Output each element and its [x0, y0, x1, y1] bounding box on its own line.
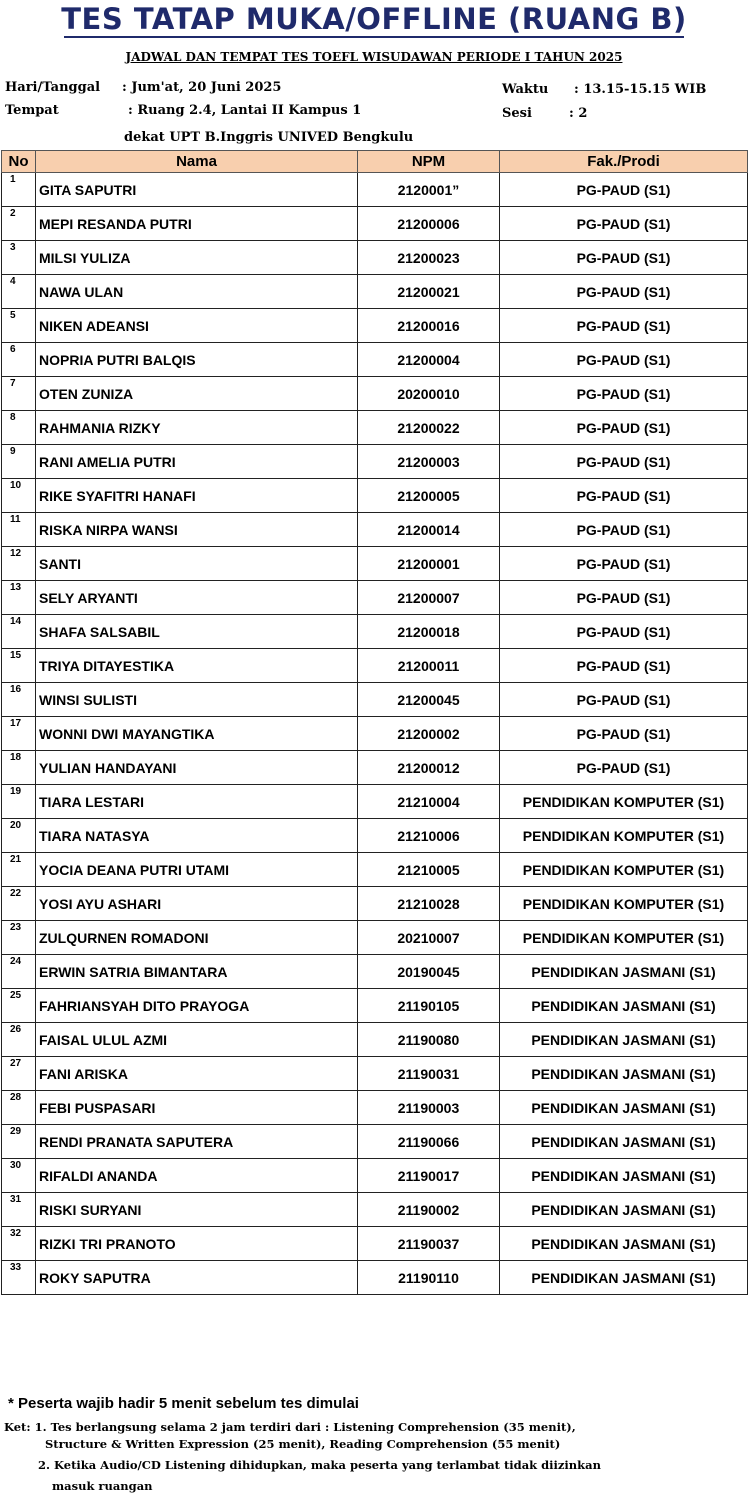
attendance-note: * Peserta wajib hadir 5 menit sebelum tes dimulai [8, 1395, 359, 1412]
student-prodi: PENDIDIKAN JASMANI (S1) [500, 1261, 748, 1295]
table-row [2, 479, 748, 513]
row-number: 23 [2, 921, 36, 955]
student-name: FAISAL ULUL AZMI [36, 1023, 358, 1057]
table-row [2, 445, 748, 479]
row-number: 5 [2, 309, 36, 343]
student-npm: 21200007 [358, 581, 500, 615]
student-npm: 20210007 [358, 921, 500, 955]
table-row [2, 207, 748, 241]
student-name: NOPRIA PUTRI BALQIS [36, 343, 358, 377]
student-name: RENDI PRANATA SAPUTERA [36, 1125, 358, 1159]
row-number: 1 [2, 173, 36, 207]
table-row [2, 377, 748, 411]
table-row [2, 819, 748, 853]
table-row [2, 1193, 748, 1227]
student-name: SELY ARYANTI [36, 581, 358, 615]
table-row [2, 241, 748, 275]
student-npm: 21200023 [358, 241, 500, 275]
student-prodi: PENDIDIKAN JASMANI (S1) [500, 1057, 748, 1091]
table-row [2, 173, 748, 207]
student-name: RIZKI TRI PRANOTO [36, 1227, 358, 1261]
table-row [2, 1057, 748, 1091]
student-name: YOCIA DEANA PUTRI UTAMI [36, 853, 358, 887]
student-npm: 21200004 [358, 343, 500, 377]
row-number: 9 [2, 445, 36, 479]
student-prodi: PG-PAUD (S1) [500, 581, 748, 615]
table-row [2, 1091, 748, 1125]
table-row [2, 853, 748, 887]
student-name: TRIYA DITAYESTIKA [36, 649, 358, 683]
student-prodi: PG-PAUD (S1) [500, 207, 748, 241]
student-prodi: PENDIDIKAN JASMANI (S1) [500, 955, 748, 989]
row-number: 31 [2, 1193, 36, 1227]
table-row [2, 785, 748, 819]
row-number: 10 [2, 479, 36, 513]
student-prodi: PENDIDIKAN JASMANI (S1) [500, 1125, 748, 1159]
row-number: 3 [2, 241, 36, 275]
note-2-line1: 2. Ketika Audio/CD Listening dihidupkan, maka peserta yang terlambat tidak diizinkan [38, 1458, 601, 1472]
student-npm: 20200010 [358, 377, 500, 411]
student-prodi: PG-PAUD (S1) [500, 513, 748, 547]
day-label: Hari/Tanggal [5, 80, 101, 95]
row-number: 6 [2, 343, 36, 377]
student-npm: 21200045 [358, 683, 500, 717]
student-name: WINSI SULISTI [36, 683, 358, 717]
table-row [2, 717, 748, 751]
page-title: TES TATAP MUKA/OFFLINE (RUANG B) [61, 2, 687, 36]
student-npm: 21210006 [358, 819, 500, 853]
table-row [2, 921, 748, 955]
student-name: WONNI DWI MAYANGTIKA [36, 717, 358, 751]
student-name: TIARA NATASYA [36, 819, 358, 853]
row-number: 26 [2, 1023, 36, 1057]
student-npm: 21190110 [358, 1261, 500, 1295]
student-name: MILSI YULIZA [36, 241, 358, 275]
student-npm: 20190045 [358, 955, 500, 989]
table-row [2, 1159, 748, 1193]
participant-table [1, 150, 748, 1295]
student-name: GITA SAPUTRI [36, 173, 358, 207]
row-number: 28 [2, 1091, 36, 1125]
row-number: 12 [2, 547, 36, 581]
student-prodi: PG-PAUD (S1) [500, 547, 748, 581]
row-number: 27 [2, 1057, 36, 1091]
title-underline [64, 36, 684, 38]
row-number: 19 [2, 785, 36, 819]
row-number: 11 [2, 513, 36, 547]
table-row [2, 683, 748, 717]
student-prodi: PG-PAUD (S1) [500, 309, 748, 343]
header-no: No [2, 151, 36, 173]
table-row [2, 411, 748, 445]
student-name: ROKY SAPUTRA [36, 1261, 358, 1295]
student-prodi: PENDIDIKAN JASMANI (S1) [500, 989, 748, 1023]
student-npm: 21200012 [358, 751, 500, 785]
student-npm: 21210004 [358, 785, 500, 819]
table-row [2, 649, 748, 683]
time-label: Waktu [502, 82, 549, 97]
student-prodi: PG-PAUD (S1) [500, 751, 748, 785]
student-prodi: PENDIDIKAN KOMPUTER (S1) [500, 887, 748, 921]
student-prodi: PENDIDIKAN JASMANI (S1) [500, 1227, 748, 1261]
student-npm: 21190031 [358, 1057, 500, 1091]
student-npm: 21210005 [358, 853, 500, 887]
note-1-line1: Ket: 1. Tes berlangsung selama 2 jam terdiri dari : Listening Comprehension (35 menit), [4, 1420, 576, 1434]
table-row [2, 309, 748, 343]
row-number: 24 [2, 955, 36, 989]
row-number: 18 [2, 751, 36, 785]
time-value: : 13.15-15.15 WIB [574, 82, 707, 97]
student-prodi: PG-PAUD (S1) [500, 377, 748, 411]
place-value: : Ruang 2.4, Lantai II Kampus 1 [128, 103, 362, 118]
student-npm: 21200018 [358, 615, 500, 649]
student-prodi: PENDIDIKAN JASMANI (S1) [500, 1159, 748, 1193]
student-prodi: PENDIDIKAN JASMANI (S1) [500, 1193, 748, 1227]
student-npm: 21200006 [358, 207, 500, 241]
note-1-line2: Structure & Written Expression (25 menit), Reading Comprehension (55 menit) [45, 1437, 561, 1451]
student-prodi: PG-PAUD (S1) [500, 649, 748, 683]
day-value: : Jum'at, 20 Juni 2025 [122, 80, 282, 95]
student-prodi: PENDIDIKAN JASMANI (S1) [500, 1091, 748, 1125]
student-name: RIKE SYAFITRI HANAFI [36, 479, 358, 513]
student-name: MEPI RESANDA PUTRI [36, 207, 358, 241]
student-name: YOSI AYU ASHARI [36, 887, 358, 921]
student-name: FAHRIANSYAH DITO PRAYOGA [36, 989, 358, 1023]
row-number: 16 [2, 683, 36, 717]
student-name: RISKI SURYANI [36, 1193, 358, 1227]
note-2-line2: masuk ruangan [52, 1479, 153, 1493]
table-row [2, 1227, 748, 1261]
row-number: 14 [2, 615, 36, 649]
table-row [2, 955, 748, 989]
student-name: SANTI [36, 547, 358, 581]
table-row [2, 547, 748, 581]
page-subtitle: JADWAL DAN TEMPAT TES TOEFL WISUDAWAN PERIODE I TAHUN 2025 [125, 50, 623, 64]
student-prodi: PG-PAUD (S1) [500, 717, 748, 751]
student-prodi: PENDIDIKAN KOMPUTER (S1) [500, 819, 748, 853]
student-prodi: PG-PAUD (S1) [500, 411, 748, 445]
student-prodi: PG-PAUD (S1) [500, 173, 748, 207]
row-number: 20 [2, 819, 36, 853]
student-prodi: PENDIDIKAN KOMPUTER (S1) [500, 853, 748, 887]
student-name: RAHMANIA RIZKY [36, 411, 358, 445]
row-number: 22 [2, 887, 36, 921]
student-npm: 21190017 [358, 1159, 500, 1193]
student-npm: 21190037 [358, 1227, 500, 1261]
student-name: NAWA ULAN [36, 275, 358, 309]
row-number: 15 [2, 649, 36, 683]
student-npm: 21200021 [358, 275, 500, 309]
table-header-row [2, 151, 748, 173]
row-number: 17 [2, 717, 36, 751]
student-prodi: PENDIDIKAN KOMPUTER (S1) [500, 921, 748, 955]
student-name: FANI ARISKA [36, 1057, 358, 1091]
student-prodi: PG-PAUD (S1) [500, 683, 748, 717]
table-row [2, 1261, 748, 1295]
student-npm: 21200011 [358, 649, 500, 683]
student-name: RISKA NIRPA WANSI [36, 513, 358, 547]
header-nama: Nama [36, 151, 358, 173]
student-prodi: PG-PAUD (S1) [500, 445, 748, 479]
student-name: SHAFA SALSABIL [36, 615, 358, 649]
student-prodi: PG-PAUD (S1) [500, 241, 748, 275]
row-number: 32 [2, 1227, 36, 1261]
student-name: OTEN ZUNIZA [36, 377, 358, 411]
header-npm: NPM [358, 151, 500, 173]
student-npm: 21200003 [358, 445, 500, 479]
student-npm: 21200001 [358, 547, 500, 581]
session-label: Sesi [502, 106, 532, 121]
student-name: ZULQURNEN ROMADONI [36, 921, 358, 955]
student-npm: 21190003 [358, 1091, 500, 1125]
row-number: 2 [2, 207, 36, 241]
student-npm: 21190066 [358, 1125, 500, 1159]
student-name: TIARA LESTARI [36, 785, 358, 819]
table-row [2, 1023, 748, 1057]
row-number: 4 [2, 275, 36, 309]
table-row [2, 343, 748, 377]
row-number: 29 [2, 1125, 36, 1159]
place-value-line2: dekat UPT B.Inggris UNIVED Bengkulu [124, 130, 414, 145]
table-row [2, 1125, 748, 1159]
table-row [2, 751, 748, 785]
student-npm: 21190002 [358, 1193, 500, 1227]
student-npm: 21200016 [358, 309, 500, 343]
table-row [2, 513, 748, 547]
student-prodi: PENDIDIKAN KOMPUTER (S1) [500, 785, 748, 819]
student-prodi: PG-PAUD (S1) [500, 275, 748, 309]
student-name: YULIAN HANDAYANI [36, 751, 358, 785]
row-number: 30 [2, 1159, 36, 1193]
student-npm: 21200022 [358, 411, 500, 445]
student-name: ERWIN SATRIA BIMANTARA [36, 955, 358, 989]
student-name: RIFALDI ANANDA [36, 1159, 358, 1193]
student-name: NIKEN ADEANSI [36, 309, 358, 343]
student-name: FEBI PUSPASARI [36, 1091, 358, 1125]
table-row [2, 275, 748, 309]
place-label: Tempat [5, 103, 59, 118]
student-npm: 2120001” [358, 173, 500, 207]
row-number: 13 [2, 581, 36, 615]
table-row [2, 887, 748, 921]
row-number: 7 [2, 377, 36, 411]
student-prodi: PG-PAUD (S1) [500, 479, 748, 513]
student-npm: 21200014 [358, 513, 500, 547]
session-value: : 2 [569, 106, 588, 121]
student-prodi: PENDIDIKAN JASMANI (S1) [500, 1023, 748, 1057]
row-number: 33 [2, 1261, 36, 1295]
row-number: 21 [2, 853, 36, 887]
student-npm: 21190105 [358, 989, 500, 1023]
student-prodi: PG-PAUD (S1) [500, 615, 748, 649]
table-row [2, 989, 748, 1023]
header-prodi: Fak./Prodi [500, 151, 748, 173]
student-npm: 21190080 [358, 1023, 500, 1057]
row-number: 8 [2, 411, 36, 445]
student-prodi: PG-PAUD (S1) [500, 343, 748, 377]
student-npm: 21210028 [358, 887, 500, 921]
student-name: RANI AMELIA PUTRI [36, 445, 358, 479]
row-number: 25 [2, 989, 36, 1023]
table-row [2, 615, 748, 649]
student-npm: 21200005 [358, 479, 500, 513]
student-npm: 21200002 [358, 717, 500, 751]
table-row [2, 581, 748, 615]
